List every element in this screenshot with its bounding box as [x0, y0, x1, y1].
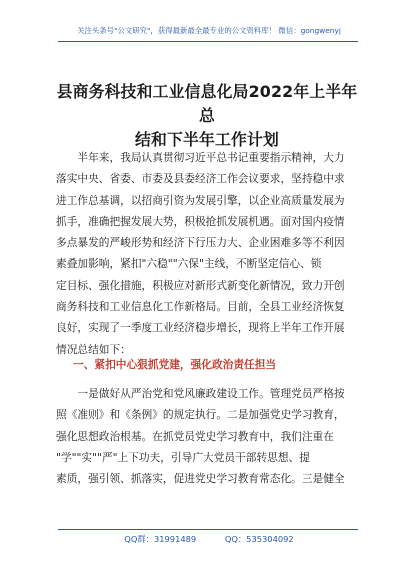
paragraph-line: 素质，强引领、抓落实，促进党史学习教育常态化。三是健全 [56, 472, 345, 486]
paragraph-line: 定目标、强化措施，积极应对新形式新变化新情况，致力开创 [56, 278, 345, 292]
footer-qq-group: QQ群：31991489 [124, 534, 197, 544]
paragraph-line: 进工作总基调，以招商引资为发展引擎，以企业高质量发展为 [56, 193, 345, 207]
paragraph-line: 抓手，准确把握发展大势，积极抢抓发展机遇。面对国内疫情 [56, 214, 345, 228]
paragraph-line: 良好，实现了一季度工业经济稳步增长，现将上半年工作开展 [56, 321, 345, 335]
footer-qq: QQ：535304092 [224, 534, 294, 544]
document-title [56, 80, 358, 152]
paragraph-line: "学""实""严"上下功夫，引导广大党员干部转思想、提 [56, 450, 310, 464]
paragraph-line: 一是做好从严治党和党风廉政建设工作。管理党员严格按 [56, 387, 345, 400]
paragraph-line: 商务科技和工业信息化工作新格局。目前，全县工业经济恢复 [56, 300, 345, 314]
section-1-paragraph [56, 383, 360, 489]
header-banner: 关注头条号"公文研究"，获得最新最全最专业的公文资料库！ 微信：gongwenyj [77, 26, 341, 35]
paragraph-line: 强化思想政治根基。在抓党员党史学习教育中，我们注重在 [56, 429, 334, 443]
section-heading-1: 一、紧扣中心狠抓党建，强化政治责任担当 [73, 358, 277, 371]
paragraph-line: 半年来，我局认真贯彻习近平总书记重要指示精神，大力 [56, 151, 345, 164]
paragraph-line: 照《准则》和《条例》的规定执行。二是加强党史学习教育， [56, 408, 345, 422]
paragraph-line: 情况总结如下： [56, 342, 131, 356]
footer-contacts [64, 533, 354, 545]
header-divider [58, 41, 358, 42]
title-line-1: 县商务科技和工业信息化局2022年上半年总 [56, 82, 358, 125]
intro-paragraph [56, 147, 360, 360]
paragraph-line: 多点暴发的严峻形势和经济下行压力大、企业困难多等不利因 [56, 236, 345, 250]
title-line-2: 结和下半年工作计划 [135, 130, 279, 149]
paragraph-line: 素叠加影响，紧扣"六稳""六保"主线，不断坚定信心、锁 [56, 257, 322, 271]
paragraph-line: 落实中央、省委、市委及县委经济工作会议要求，坚持稳中求 [56, 172, 345, 186]
footer-divider [58, 529, 358, 530]
